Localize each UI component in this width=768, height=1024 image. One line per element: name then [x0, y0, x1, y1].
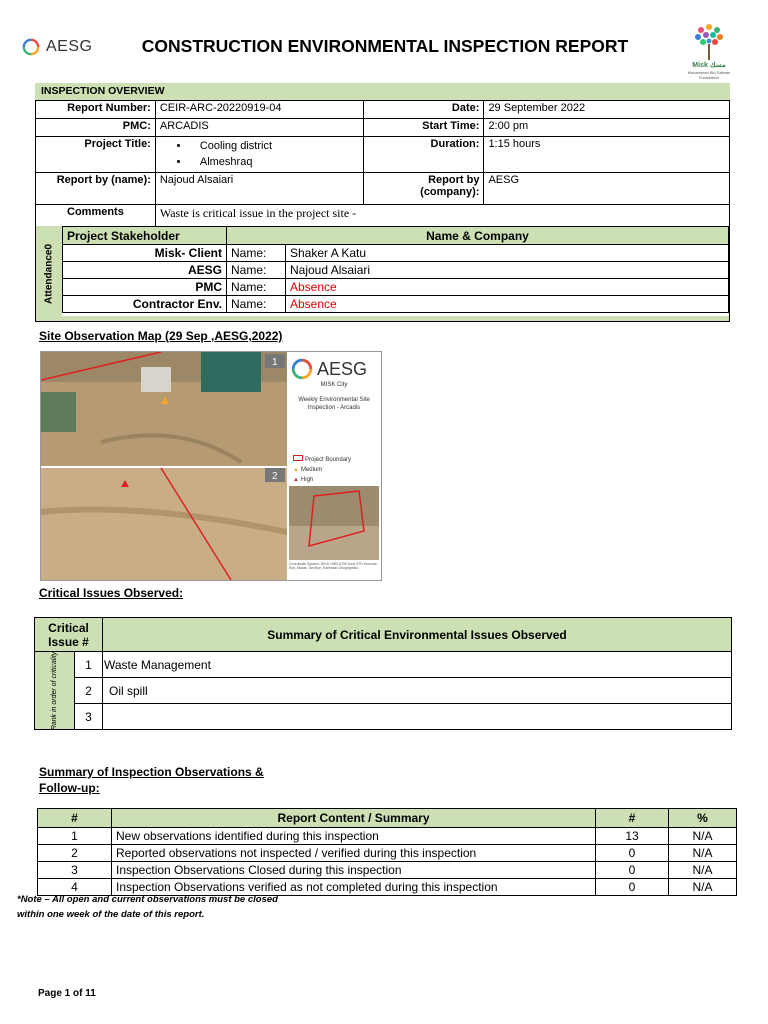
duration-value: 1:15 hours — [484, 137, 730, 173]
comments-value: Waste is critical issue in the project site - — [155, 205, 729, 227]
report-by-company-value: AESG — [484, 173, 730, 205]
aesg-logo — [22, 38, 92, 56]
name-label: Name: — [227, 262, 286, 279]
stakeholder-role: Contractor Env. — [63, 296, 227, 313]
attendance-table — [62, 226, 729, 313]
aesg-ring-icon — [291, 358, 313, 380]
summary-num-header: # — [38, 809, 112, 828]
start-time-label: Start Time: — [363, 119, 484, 137]
aesg-logo-text: AESG — [46, 38, 93, 55]
legend-footer: Coordinate System: WGS 1984 UTM Zone 37N Sources: Esri, Maxar, GeoEye, Earthstar Geographics — [289, 562, 378, 570]
stakeholder-name: Najoud Alsaiari — [286, 262, 729, 279]
critical-issue-text: Waste Management — [103, 652, 732, 678]
attendance-block — [35, 226, 730, 322]
critical-issues-table — [34, 617, 732, 730]
rank-label: Rank in order of criticality — [35, 652, 75, 730]
attendance-row — [63, 296, 729, 313]
project-title-value — [155, 137, 363, 173]
stakeholder-header: Project Stakeholder — [63, 227, 227, 245]
satellite-map-image — [41, 352, 287, 580]
critical-issue-row — [35, 704, 732, 730]
attendance-row — [63, 279, 729, 296]
table-row: 4 Inspection Observations verified as not completed during this inspection 0 N/A — [38, 879, 737, 896]
map-legend — [287, 352, 381, 580]
name-label: Name: — [227, 296, 286, 313]
misk-logo-subtitle: Mohammed Bin Salman Foundation — [687, 70, 731, 80]
stakeholder-name: Absence — [286, 279, 729, 296]
critical-summary-header: Summary of Critical Environmental Issues Observed — [103, 618, 732, 652]
map-panel-1-label: 1 — [272, 357, 278, 368]
critical-issue-text — [103, 704, 732, 730]
name-label: Name: — [227, 245, 286, 262]
table-row: 2 Reported observations not inspected / verified during this inspection 0 N/A — [38, 845, 737, 862]
site-observation-map — [40, 351, 382, 581]
critical-issue-row — [35, 652, 732, 678]
misk-tree-icon — [691, 22, 727, 62]
attendance-row — [63, 245, 729, 262]
legend-items — [293, 455, 351, 485]
stakeholder-role: AESG — [63, 262, 227, 279]
pmc-value: ARCADIS — [155, 119, 363, 137]
legend-item: ▲ High — [293, 477, 314, 483]
name-label: Name: — [227, 279, 286, 296]
report-by-name-value: Najoud Alsaiari — [155, 173, 363, 205]
report-number-value: CEIR-ARC-20220919-04 — [155, 101, 363, 119]
summary-count-header: # — [596, 809, 669, 828]
critical-issue-row — [35, 678, 732, 704]
stakeholder-role: PMC — [63, 279, 227, 296]
name-company-header: Name & Company — [227, 227, 729, 245]
report-by-company-label: Report by (company): — [363, 173, 484, 205]
inspection-overview-heading: INSPECTION OVERVIEW — [35, 83, 730, 100]
attendance-side-label: Attendance0 — [36, 226, 62, 321]
table-row: 3 Inspection Observations Closed during this inspection 0 N/A — [38, 862, 737, 879]
map-panel-2-label: 2 — [272, 471, 278, 482]
report-by-name-label: Report by (name): — [36, 173, 156, 205]
critical-issue-number: 3 — [75, 704, 103, 730]
page-number: Page 1 of 11 — [38, 988, 96, 999]
stakeholder-name: Shaker A Katu — [286, 245, 729, 262]
critical-issues-heading: Critical Issues Observed: — [39, 586, 184, 600]
site-map-heading: Site Observation Map (29 Sep ,AESG,2022) — [39, 329, 283, 343]
legend-item: Project Boundary — [293, 455, 351, 465]
critical-issue-text: Oil spill — [103, 678, 732, 704]
misk-logo-text: Misk — [692, 62, 708, 69]
table-row: 1 New observations identified during this inspection 13 N/A — [38, 828, 737, 845]
summary-heading: Summary of Inspection Observations & Follow-up: — [39, 765, 264, 795]
project-title-item: • Almeshraq — [190, 154, 359, 170]
pmc-label: PMC: — [36, 119, 156, 137]
date-label: Date: — [363, 101, 484, 119]
stakeholder-name: Absence — [286, 296, 729, 313]
inspection-overview-table — [35, 100, 730, 227]
critical-issue-num-header: Critical Issue # — [35, 618, 103, 652]
critical-issue-number: 2 — [75, 678, 103, 704]
summary-content-header: Report Content / Summary — [112, 809, 596, 828]
legend-item: ▲ Medium — [293, 467, 323, 473]
duration-label: Duration: — [363, 137, 484, 173]
report-title: CONSTRUCTION ENVIRONMENTAL INSPECTION REPORT — [141, 36, 629, 56]
legend-logo-text: AESG — [317, 358, 368, 379]
legend-title: Weekly Environmental Site Inspection - Arcadis — [298, 397, 370, 411]
closure-note: *Note – All open and current observations must be closed within one week of the date of this report. — [17, 894, 278, 920]
project-title-item: • Cooling district — [190, 138, 359, 154]
stakeholder-role: Misk- Client — [63, 245, 227, 262]
project-title-label: Project Title: — [36, 137, 156, 173]
observations-summary-table — [37, 808, 737, 896]
critical-issue-number: 1 — [75, 652, 103, 678]
summary-pct-header: % — [669, 809, 737, 828]
misk-logo-arabic: مسك — [709, 62, 726, 69]
overview-inset-map — [289, 486, 379, 560]
legend-city: MISK City — [320, 382, 348, 388]
misk-logo — [684, 22, 734, 80]
aesg-ring-icon — [22, 38, 40, 56]
start-time-value: 2:00 pm — [484, 119, 730, 137]
date-value: 29 September 2022 — [484, 101, 730, 119]
report-number-label: Report Number: — [36, 101, 156, 119]
attendance-row — [63, 262, 729, 279]
comments-label: Comments — [36, 205, 156, 227]
